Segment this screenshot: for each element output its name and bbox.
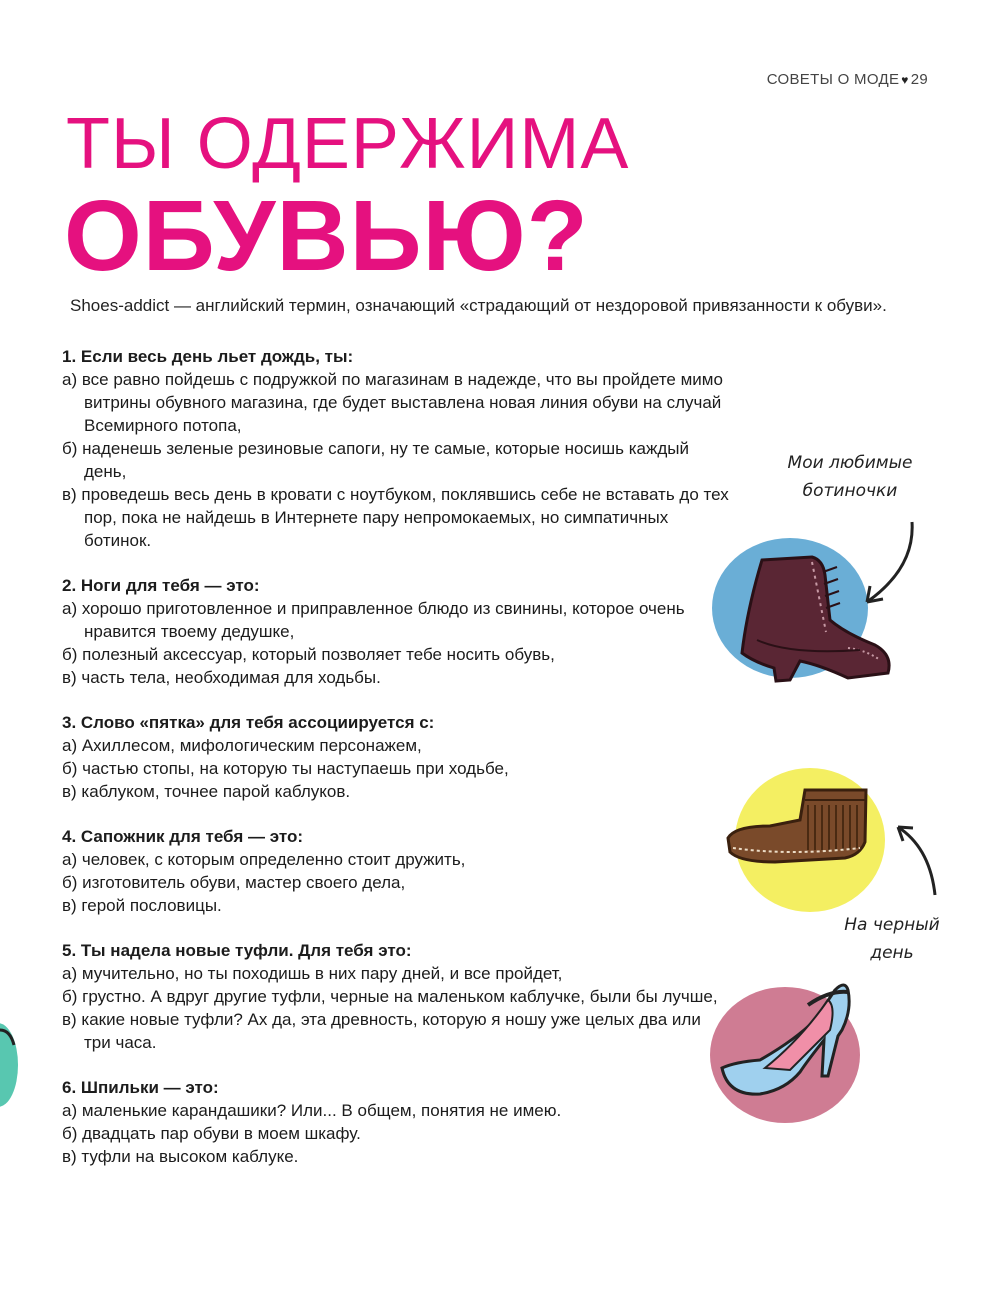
answer-option: б) изготовитель обуви, мастер своего дела, bbox=[62, 873, 406, 892]
answer-option: а) Ахиллесом, мифологическим персонажем, bbox=[62, 736, 422, 755]
question-title: 4. Сапожник для тебя — это: bbox=[62, 827, 304, 846]
ankle-boot-illustration bbox=[712, 538, 889, 681]
answer-option: а) мучительно, но ты походишь в них пару дней, и все пройдет, bbox=[62, 964, 563, 983]
page-number: 29 bbox=[910, 71, 928, 88]
answer-option: б) наденешь зеленые резиновые сапоги, ну те самые, которые носишь каждый день, bbox=[62, 439, 689, 481]
pump-shoe-illustration bbox=[710, 985, 860, 1123]
question-title: 2. Ноги для тебя — это: bbox=[62, 576, 260, 595]
answer-option: в) каблуком, точнее парой каблуков. bbox=[62, 782, 351, 801]
answer-option: б) грустно. А вдруг другие туфли, черные на маленьком каблучке, были бы лучше, bbox=[62, 987, 718, 1006]
answer-option: б) двадцать пар обуви в моем шкафу. bbox=[62, 1124, 361, 1143]
arrow-to-moccasin bbox=[898, 827, 935, 895]
arrow-to-boot bbox=[867, 522, 912, 602]
note-favorite-boots-line-2: ботиночки bbox=[802, 481, 898, 501]
heart-icon: ♥ bbox=[901, 73, 909, 87]
question-title: 5. Ты надела новые туфли. Для тебя это: bbox=[62, 941, 412, 960]
moccasin-illustration bbox=[728, 768, 885, 912]
answer-option: б) частью стопы, на которую ты наступаешь при ходьбе, bbox=[62, 759, 509, 778]
answer-option: в) туфли на высоком каблуке. bbox=[62, 1147, 299, 1166]
title-line-2: ОБУВЬЮ? bbox=[64, 180, 589, 292]
note-rainy-day-line-1: На черный bbox=[844, 915, 940, 935]
answer-option: в) герой пословицы. bbox=[62, 896, 222, 915]
title-line-1: ТЫ ОДЕРЖИМА bbox=[66, 104, 630, 184]
intro-text: Shoes-addict — английский термин, означающий «страдающий от нездоровой привязанности к обуви». bbox=[70, 296, 887, 315]
section-label: СОВЕТЫ О МОДЕ bbox=[766, 71, 900, 88]
answer-option: в) какие новые туфли? Ах да, эта древность, которую я ношу уже целых два или три часа. bbox=[62, 1010, 701, 1052]
answer-option: а) человек, с которым определенно стоит дружить, bbox=[62, 850, 466, 869]
answer-option: а) хорошо приготовленное и приправленное блюдо из свинины, которое очень нравится твоему дедушке, bbox=[62, 599, 685, 641]
left-edge-decoration bbox=[0, 1023, 18, 1107]
answer-option: а) все равно пойдешь с подружкой по магазинам в надежде, что вы пройдете мимо витрины обувного магазина, где будет выставлена новая линия обуви на случай Всемирного потопа, bbox=[62, 370, 723, 435]
answer-option: б) полезный аксессуар, который позволяет тебе носить обувь, bbox=[62, 645, 555, 664]
note-rainy-day-line-2: день bbox=[870, 943, 914, 963]
answer-option: а) маленькие карандашики? Или... В общем, понятия не имею. bbox=[62, 1101, 562, 1120]
answer-option: в) проведешь весь день в кровати с ноутбуком, поклявшись себе не вставать до тех пор, пока не найдешь в Интернете пару непромокаемых, но симпатичных ботинок. bbox=[62, 485, 729, 550]
question-title: 6. Шпильки — это: bbox=[62, 1078, 219, 1097]
question-title: 1. Если весь день льет дождь, ты: bbox=[62, 347, 354, 366]
question-title: 3. Слово «пятка» для тебя ассоциируется с: bbox=[62, 713, 435, 732]
note-favorite-boots-line-1: Мои любимые bbox=[787, 453, 913, 473]
answer-option: в) часть тела, необходимая для ходьбы. bbox=[62, 668, 381, 687]
